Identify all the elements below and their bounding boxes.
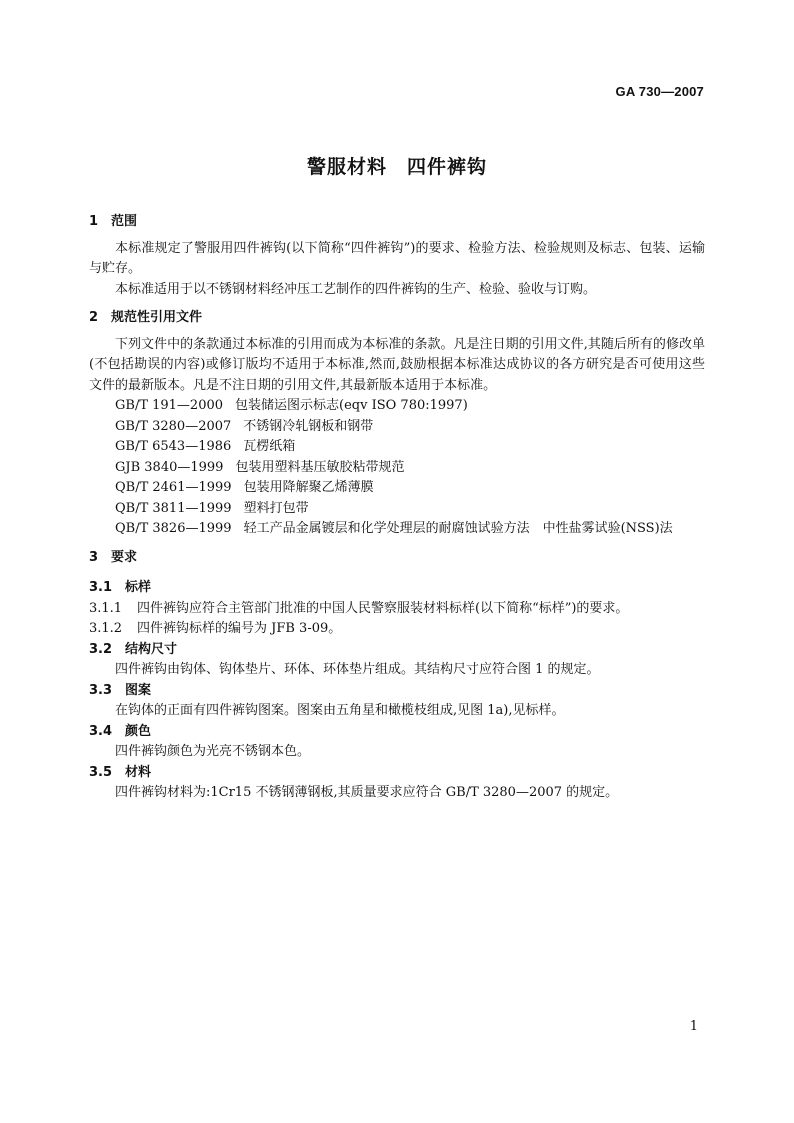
- section-2-heading: [89, 308, 705, 329]
- reference-name: 包装储运图示标志(eqv ISO 780:1997): [235, 398, 468, 413]
- reference-name: 轻工产品金属镀层和化学处理层的耐腐蚀试验方法 中性盐雾试验(NSS)法: [243, 521, 673, 536]
- subsection-title: 标样: [125, 580, 152, 595]
- reference-item: [89, 417, 705, 438]
- clause-text: 四件裤钩应符合主管部门批准的中国人民警察服装材料标样(以下简称“标样”)的要求。: [137, 600, 629, 616]
- subsection-3-2-heading: [89, 640, 705, 661]
- section-title: 要求: [111, 549, 138, 565]
- standard-code: GA 730—2007: [615, 84, 704, 99]
- reference-item: [89, 458, 705, 479]
- page-number: 1: [689, 1019, 698, 1034]
- section-number: 3: [89, 549, 99, 565]
- subsection-text: 在钩体的正面有四件裤钩图案。图案由五角星和橄榄枝组成,见图 1a),见标样。: [115, 703, 565, 718]
- reference-item: [89, 499, 705, 520]
- reference-name: 包装用塑料基压敏胶粘带规范: [235, 459, 405, 475]
- reference-code: QB/T 3826—1999: [115, 521, 232, 536]
- section-number: 2: [89, 310, 99, 325]
- subsection-title: 材料: [125, 764, 152, 780]
- reference-code: GJB 3840—1999: [115, 459, 224, 475]
- subsection-3-5-heading: [89, 763, 705, 784]
- reference-name: 塑料打包带: [243, 500, 309, 516]
- reference-name: 包装用降解聚乙烯薄膜: [243, 480, 374, 495]
- paragraph: 本标准规定了警服用四件裤钩(以下简称“四件裤钩”)的要求、检验方法、检验规则及标志、包装、运输与贮存。: [89, 240, 705, 276]
- paragraph: 本标准适用于以不锈钢材料经冲压工艺制作的四件裤钩的生产、检验、验收与订购。: [115, 281, 597, 297]
- reference-code: QB/T 3811—1999: [115, 500, 232, 516]
- section-3-heading: [89, 548, 705, 569]
- clause-text: 四件裤钩标样的编号为 JFB 3-09。: [137, 621, 342, 636]
- subsection-3-1-heading: [89, 578, 705, 599]
- subsection-number: 3.2: [89, 641, 113, 657]
- document-title: 警服材料 四件裤钩: [306, 156, 487, 178]
- paragraph: 下列文件中的条款通过本标准的引用而成为本标准的条款。凡是注日期的引用文件,其随后所有的修改单(不包括勘误的内容)或修订版均不适用于本标准,然而,鼓励根据本标准达成协议的各方研究是否可使用这些文件的最新版本。凡是不注日期的引用文件,其最新版本适用于本标准。: [89, 336, 705, 393]
- subsection-title: 颜色: [125, 723, 152, 739]
- subsection-number: 3.4: [89, 723, 113, 739]
- subsection-3-4-heading: [89, 722, 705, 743]
- reference-code: QB/T 2461—1999: [115, 480, 232, 495]
- reference-name: 不锈钢冷轧钢板和钢带: [243, 418, 374, 434]
- reference-code: GB/T 191—2000: [115, 398, 224, 413]
- clause-3-1-2: [89, 619, 705, 640]
- clause-number: 3.1.2: [89, 621, 123, 636]
- reference-item: [89, 519, 705, 540]
- section-title: 规范性引用文件: [111, 310, 203, 325]
- section-1-heading: [89, 212, 705, 233]
- subsection-title: 图案: [125, 682, 152, 698]
- clause-number: 3.1.1: [89, 600, 123, 616]
- subsection-number: 3.3: [89, 682, 113, 698]
- section-title: 范围: [111, 214, 138, 229]
- reference-name: 瓦楞纸箱: [243, 439, 296, 454]
- subsection-number: 3.5: [89, 764, 113, 780]
- reference-code: GB/T 3280—2007: [115, 418, 232, 434]
- reference-item: [89, 437, 705, 458]
- reference-item: [89, 396, 705, 417]
- subsection-text: 四件裤钩颜色为光亮不锈钢本色。: [115, 744, 311, 759]
- clause-3-1-1: [89, 599, 705, 620]
- reference-item: [89, 478, 705, 499]
- subsection-text: 四件裤钩材料为:1Cr15 不锈钢薄钢板,其质量要求应符合 GB/T 3280—2007 的规定。: [115, 785, 619, 800]
- subsection-number: 3.1: [89, 580, 113, 595]
- reference-code: GB/T 6543—1986: [115, 439, 232, 454]
- subsection-3-3-heading: [89, 681, 705, 702]
- document-body: [89, 212, 705, 804]
- section-number: 1: [89, 214, 99, 229]
- subsection-text: 四件裤钩由钩体、钩体垫片、环体、环体垫片组成。其结构尺寸应符合图 1 的规定。: [115, 662, 600, 677]
- subsection-title: 结构尺寸: [125, 641, 178, 657]
